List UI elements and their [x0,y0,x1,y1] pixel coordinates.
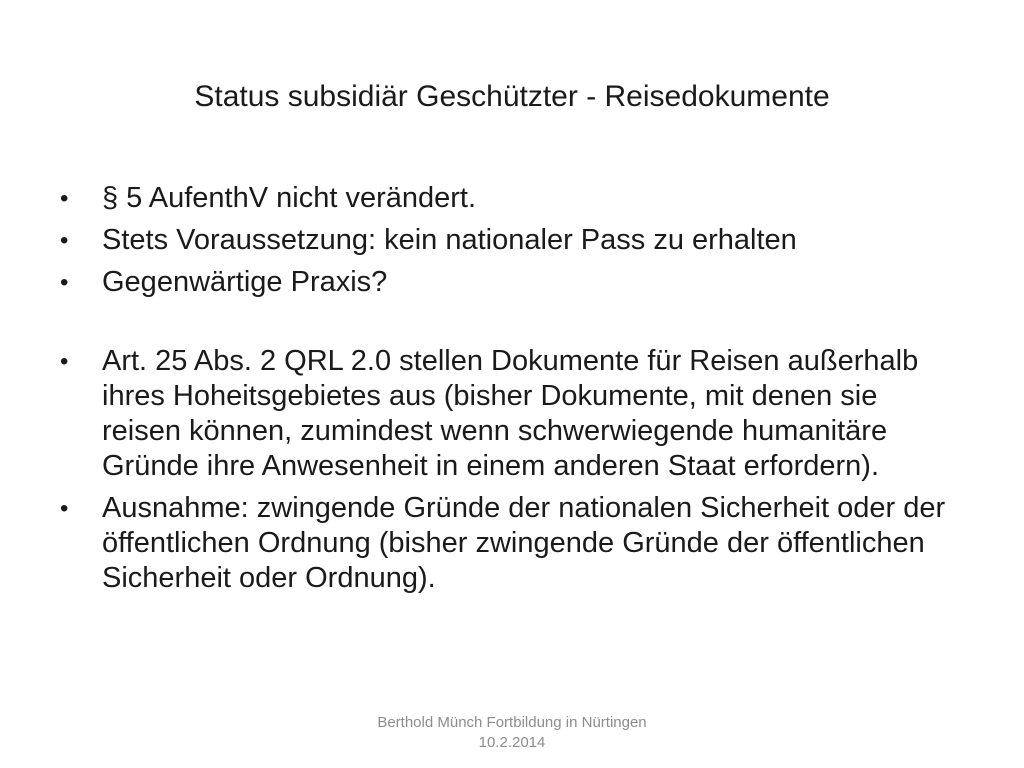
slide-footer [350,713,674,753]
slide-title: Status subsidiär Geschützter - Reisedokumente [194,80,830,113]
bullet-item [60,344,960,484]
bullet-item [60,265,960,300]
bullet-text: Art. 25 Abs. 2 QRL 2.0 stellen Dokumente für Reisen außerhalb ihres Hoheitsgebietes aus (bisher Dokumente, mit denen sie reisen können, zumindest wenn schwerwiegende humanitäre Gründe ihre Anwesenheit in einem anderen Staat erfordern). [102,345,919,482]
footer-author-line: Berthold Münch Fortbildung in Nürtingen [377,714,647,731]
bullet-text: § 5 AufenthV nicht verändert. [102,182,477,214]
bullet-icon: • [60,227,69,254]
bullet-icon: • [60,185,69,212]
bullet-text: Ausnahme: zwingende Gründe der nationalen Sicherheit oder der öffentlichen Ordnung (bisher zwingende Gründe der öffentlichen Sicherheit oder Ordnung). [102,492,946,594]
bullet-icon: • [60,269,69,296]
bullet-text: Stets Voraussetzung: kein nationaler Pass zu erhalten [102,224,797,256]
bullet-text: Gegenwärtige Praxis? [102,266,388,298]
bullet-list [60,181,960,603]
bullet-item [60,223,960,258]
bullet-icon: • [60,495,69,522]
footer-date: 10.2.2014 [478,734,546,751]
bullet-item [60,181,960,216]
bullet-icon: • [60,348,69,375]
bullet-item [60,491,960,596]
